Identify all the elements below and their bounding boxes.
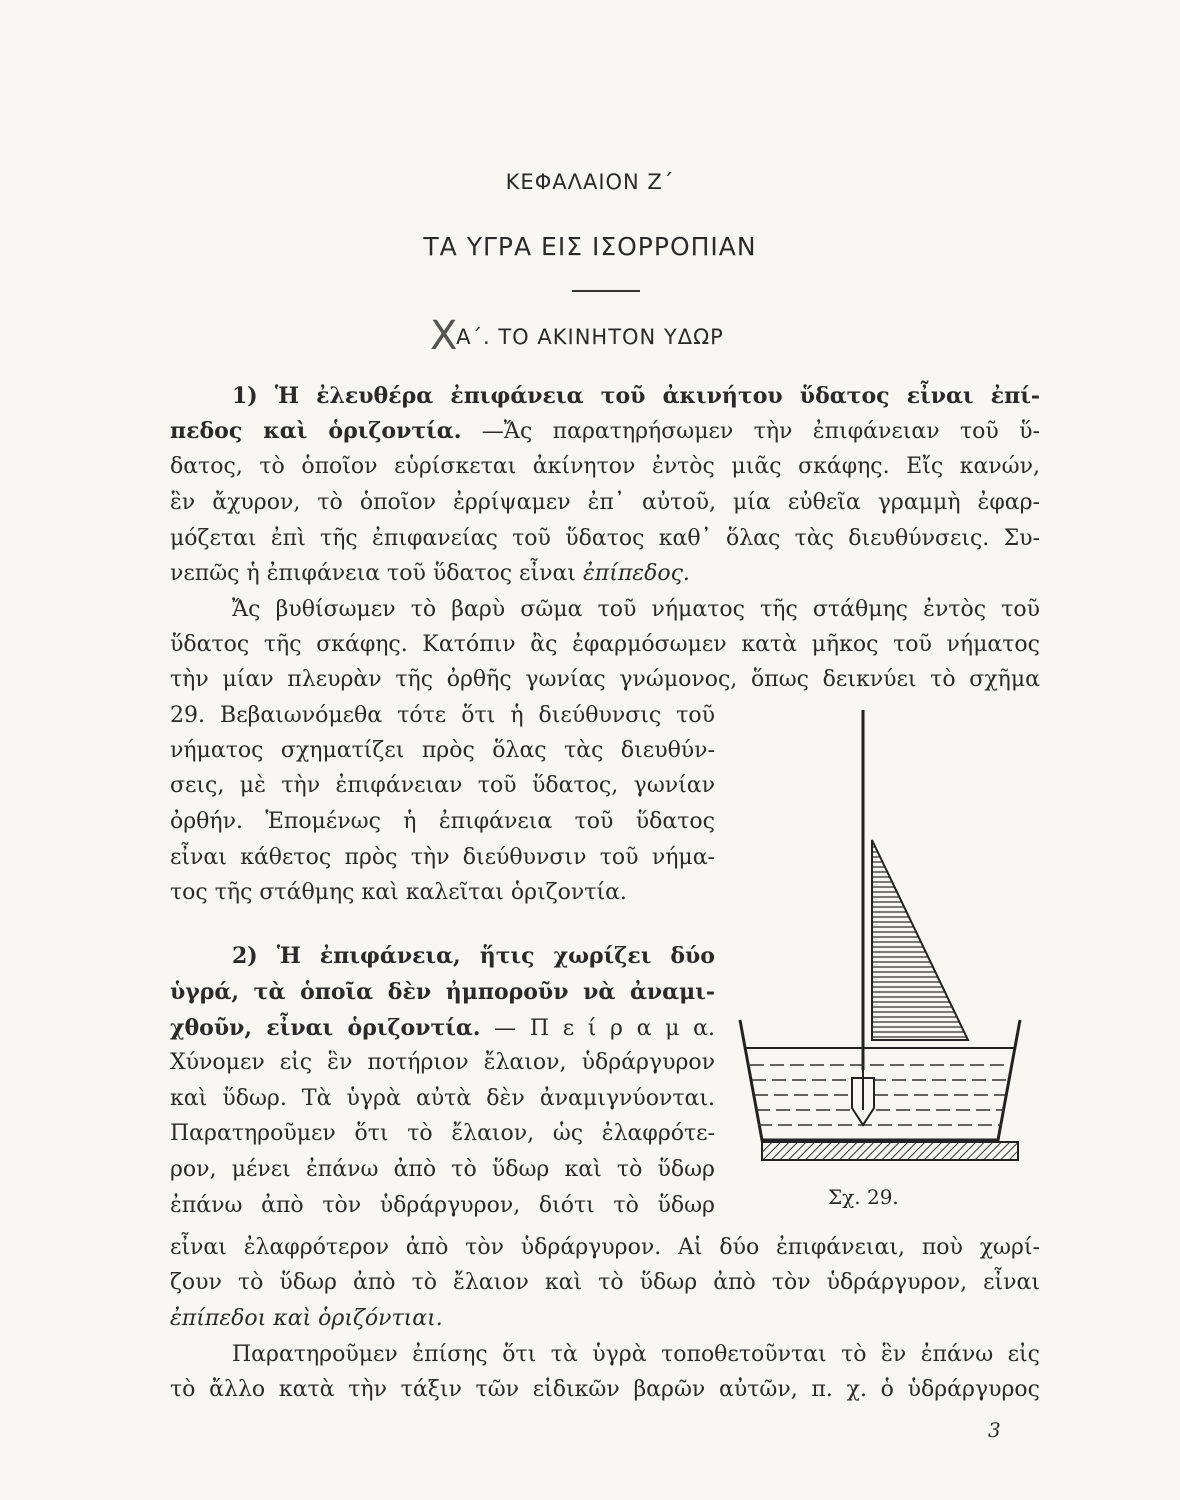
p2-line-8: εἶναι κάθετος πρὸς τὴν διεύθυνσιν τοῦ νήμα- bbox=[170, 845, 715, 870]
base-plate bbox=[762, 1142, 1018, 1160]
chapter-title: ΤΑ ΥΓΡΑ ΕΙΣ ΙΣΟΡΡΟΠΙΑΝ bbox=[423, 232, 757, 261]
p3-line-10: ζουν τὸ ὕδωρ ἀπὸ τὸ ἔλαιον καὶ τὸ ὕδωρ ἀπὸ τὸν ὑδράργυρον, εἶναι bbox=[170, 1270, 1040, 1295]
p3-line-8: ἐπάνω ἀπὸ τὸν ὑδράργυρον, διότι τὸ ὕδωρ bbox=[170, 1193, 715, 1218]
p2-line-4: 29. Βεβαιωνόμεθα τότε ὅτι ἡ διεύθυνσις τοῦ bbox=[170, 703, 715, 728]
figure-29-illustration bbox=[720, 710, 1040, 1180]
p2-line-2: ὕδατος τῆς σκάφης. Κατόπιν ἂς ἐφαρμόσωμεν κατὰ μῆκος τοῦ νήματος bbox=[170, 632, 1040, 657]
p3-line-11: ἐπίπεδοι καὶ ὁριζόντιαι. bbox=[170, 1306, 443, 1331]
chapter-heading: ΚΕΦΑΛΑΙΟΝ Ζ΄ bbox=[505, 170, 675, 194]
p2-line-1: Ἄς βυθίσωμεν τὸ βαρὺ σῶμα τοῦ νήματος τῆς στάθμης ἐντὸς τοῦ bbox=[232, 597, 1040, 622]
p3-line-1: 2) Ἡ ἐπιφάνεια, ἥτις χωρίζει δύο bbox=[232, 943, 715, 969]
p2-line-3: τὴν μίαν πλευρὰν τῆς ὀρθῆς γωνίας γνώμονος, ὅπως δεικνύει τὸ σχῆμα bbox=[170, 667, 1040, 692]
section-heading: Α΄. ΤΟ ΑΚΙΝΗΤΟΝ ΥΔΩΡ bbox=[456, 325, 724, 349]
p1-line-5: μόζεται ἐπὶ τῆς ἐπιφανείας τοῦ ὕδατος καθ᾽ ὅλας τὰς διευθύνσεις. Συ- bbox=[170, 526, 1040, 551]
p2-line-5: νήματος σχηματίζει πρὸς ὅλας τὰς διευθύν- bbox=[170, 738, 715, 763]
p1-line-6: νεπῶς ἡ ἐπιφάνεια τοῦ ὕδατος εἶναι ἐπίπεδος. bbox=[170, 561, 690, 586]
page-number: 3 bbox=[988, 1418, 1001, 1442]
p3-line-6: Παρατηροῦμεν ὅτι τὸ ἔλαιον, ὡς ἐλαφρότε- bbox=[170, 1121, 715, 1146]
p2-line-9: τος τῆς στάθμης καὶ καλεῖται ὁριζοντία. bbox=[170, 880, 627, 905]
p1-line-1: 1) Ἡ ἐλευθέρα ἐπιφάνεια τοῦ ἀκινήτου ὕδατος εἶναι ἐπί- bbox=[232, 383, 1040, 409]
set-square-triangle bbox=[872, 840, 968, 1040]
p2-line-6: σεις, μὲ τὴν ἐπιφάνειαν τοῦ ὕδατος, γωνίαν bbox=[170, 773, 715, 798]
p1-line-2: πεδος καὶ ὁριζοντία. —Ἄς παρατηρήσωμεν τὴν ἐπιφάνειαν τοῦ ὕ- bbox=[170, 418, 1040, 444]
p3-line-3: χθοῦν, εἶναι ὁριζοντία. — Π ε ί ρ α μ α. bbox=[170, 1015, 715, 1041]
p1-line-3: δατος, τὸ ὁποῖον εὑρίσκεται ἀκίνητον ἐντὸς μιᾶς σκάφης. Εἴς κανών, bbox=[170, 454, 1040, 479]
plumb-bob bbox=[852, 1070, 874, 1125]
p3-line-5: καὶ ὕδωρ. Τὰ ὑγρὰ αὐτὰ δὲν ἀναμιγνύονται. bbox=[170, 1086, 715, 1111]
p2-line-7: ὀρθήν. Ἑπομένως ἡ ἐπιφάνεια τοῦ ὕδατος bbox=[170, 809, 715, 834]
p3-line-7: ρον, μένει ἐπάνω ἀπὸ τὸ ὕδωρ καὶ τὸ ὕδωρ bbox=[170, 1157, 715, 1182]
margin-check-mark: X bbox=[430, 313, 458, 359]
figure-caption: Σχ. 29. bbox=[828, 1185, 899, 1209]
title-rule bbox=[572, 290, 640, 292]
p1-line-4: ἓν ἄχυρον, τὸ ὁποῖον ἐρρίψαμεν ἐπ᾽ αὐτοῦ, μία εὐθεῖα γραμμὴ ἐφαρ- bbox=[170, 490, 1040, 515]
p3-line-9: εἶναι ἐλαφρότερον ἀπὸ τὸν ὑδράργυρον. Αἱ δύο ἐπιφάνειαι, ποὺ χωρί- bbox=[170, 1235, 1040, 1260]
p4-line-2: τὸ ἄλλο κατὰ τὴν τάξιν τῶν εἰδικῶν βαρῶν αὐτῶν, π. χ. ὁ ὑδράργυρος bbox=[170, 1377, 1040, 1402]
p3-line-4: Χύνομεν εἰς ἓν ποτήριον ἔλαιον, ὑδράργυρον bbox=[170, 1050, 715, 1075]
p4-line-1: Παρατηροῦμεν ἐπίσης ὅτι τὰ ὑγρὰ τοποθετοῦνται τὸ ἓν ἐπάνω εἰς bbox=[232, 1342, 1040, 1367]
p3-line-2: ὑγρά, τὰ ὁποῖα δὲν ἠμποροῦν νὰ ἀναμι- bbox=[170, 979, 715, 1005]
